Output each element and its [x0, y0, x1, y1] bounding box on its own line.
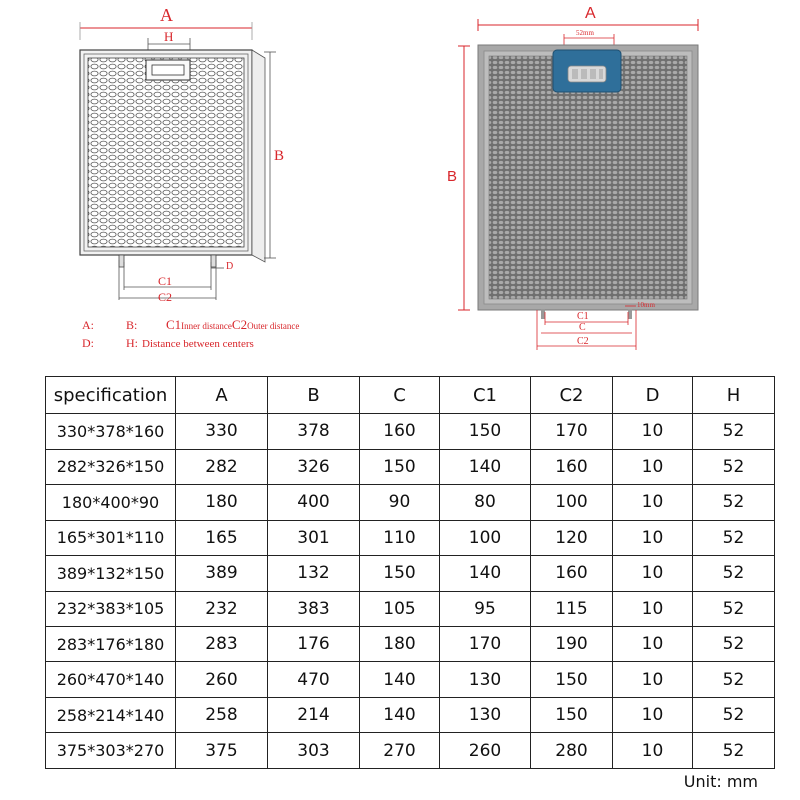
table-cell: 132: [268, 556, 360, 591]
table-cell: 10: [613, 485, 693, 520]
table-cell: 52: [693, 414, 775, 449]
legend-h: H: Distance between centers: [126, 336, 254, 350]
table-spec-cell: 283*176*180: [46, 626, 176, 661]
table-row: [46, 485, 775, 520]
table-row: [46, 591, 775, 626]
right-label-c2: C2: [577, 336, 589, 347]
left-label-d: D: [226, 261, 234, 272]
table-cell: 470: [268, 662, 360, 697]
right-dimension-b: [458, 46, 470, 310]
table-header-cell: H: [693, 377, 775, 414]
table-cell: 90: [360, 485, 440, 520]
table-cell: 180: [176, 485, 268, 520]
table-row: [46, 697, 775, 732]
table-header-cell: C2: [531, 377, 613, 414]
table-cell: 258: [176, 697, 268, 732]
table-cell: 80: [440, 485, 531, 520]
specification-table: [45, 376, 775, 769]
right-label-10mm: 10mm: [637, 301, 655, 309]
table-cell: 260: [176, 662, 268, 697]
table-cell: 150: [360, 449, 440, 484]
table-row: [46, 733, 775, 769]
table-cell: 280: [531, 733, 613, 769]
table-cell: 95: [440, 591, 531, 626]
table-cell: 383: [268, 591, 360, 626]
table-cell: 10: [613, 591, 693, 626]
legend-d: D:: [82, 336, 94, 350]
table-cell: 389: [176, 556, 268, 591]
legend-c1: C1Inner distanceC2Outer distance: [166, 317, 300, 332]
table-cell: 10: [613, 697, 693, 732]
table-cell: 52: [693, 591, 775, 626]
right-filter-handle: [553, 50, 621, 92]
table-header-cell: A: [176, 377, 268, 414]
table-cell: 303: [268, 733, 360, 769]
table-cell: 150: [531, 662, 613, 697]
table-header-row: [46, 377, 775, 414]
left-filter-mesh: [88, 58, 244, 247]
left-latch-left: [119, 255, 124, 267]
table-cell: 400: [268, 485, 360, 520]
table-cell: 378: [268, 414, 360, 449]
table-header-cell: C1: [440, 377, 531, 414]
table-cell: 190: [531, 626, 613, 661]
table-header-cell: B: [268, 377, 360, 414]
table-cell: 214: [268, 697, 360, 732]
table-cell: 10: [613, 520, 693, 555]
table-cell: 330: [176, 414, 268, 449]
table-cell: 10: [613, 626, 693, 661]
right-label-c: C: [579, 322, 586, 333]
table-cell: 52: [693, 520, 775, 555]
right-label-a: A: [585, 5, 596, 22]
table-cell: 160: [360, 414, 440, 449]
table-cell: 176: [268, 626, 360, 661]
table-cell: 232: [176, 591, 268, 626]
table-cell: 52: [693, 556, 775, 591]
table-header-cell: C: [360, 377, 440, 414]
table-cell: 10: [613, 556, 693, 591]
table-spec-cell: 375*303*270: [46, 733, 176, 769]
left-label-b: B: [274, 148, 285, 164]
table-cell: 10: [613, 662, 693, 697]
table-header-cell: specification: [46, 377, 176, 414]
table-cell: 140: [360, 662, 440, 697]
table-cell: 283: [176, 626, 268, 661]
table-cell: 165: [176, 520, 268, 555]
table-cell: 105: [360, 591, 440, 626]
table-spec-cell: 282*326*150: [46, 449, 176, 484]
table-spec-cell: 258*214*140: [46, 697, 176, 732]
table-cell: 260: [440, 733, 531, 769]
legend-a: A:: [82, 318, 94, 332]
table-cell: 100: [531, 485, 613, 520]
left-label-h: H: [164, 29, 174, 44]
legend-b: B:: [126, 318, 138, 332]
table-cell: 52: [693, 662, 775, 697]
right-label-52mm: 52mm: [576, 29, 594, 37]
table-spec-cell: 389*132*150: [46, 556, 176, 591]
table-spec-cell: 232*383*105: [46, 591, 176, 626]
table-cell: 160: [531, 556, 613, 591]
table-cell: 140: [440, 556, 531, 591]
table-cell: 301: [268, 520, 360, 555]
table-spec-cell: 180*400*90: [46, 485, 176, 520]
table-cell: 140: [360, 697, 440, 732]
table-spec-cell: 165*301*110: [46, 520, 176, 555]
table-cell: 282: [176, 449, 268, 484]
table-cell: 130: [440, 662, 531, 697]
table-header-cell: D: [613, 377, 693, 414]
left-label-c1: C1: [158, 274, 173, 288]
table-cell: 160: [531, 449, 613, 484]
table-cell: 150: [360, 556, 440, 591]
left-label-c2: C2: [158, 290, 173, 304]
table-cell: 326: [268, 449, 360, 484]
table-cell: 52: [693, 449, 775, 484]
table-cell: 115: [531, 591, 613, 626]
left-latch-right: [211, 255, 216, 267]
table-cell: 10: [613, 414, 693, 449]
table-spec-cell: 330*378*160: [46, 414, 176, 449]
table-cell: 110: [360, 520, 440, 555]
table-cell: 120: [531, 520, 613, 555]
table-cell: 10: [613, 449, 693, 484]
table-cell: 52: [693, 485, 775, 520]
table-cell: 100: [440, 520, 531, 555]
table-row: [46, 449, 775, 484]
table-cell: 150: [440, 414, 531, 449]
table-cell: 140: [440, 449, 531, 484]
right-label-b: B: [447, 168, 458, 185]
table-cell: 10: [613, 733, 693, 769]
table-cell: 375: [176, 733, 268, 769]
table-spec-cell: 260*470*140: [46, 662, 176, 697]
table-row: [46, 626, 775, 661]
table-cell: 52: [693, 733, 775, 769]
table-row: [46, 520, 775, 555]
table-cell: 52: [693, 697, 775, 732]
left-filter-drawing: [0, 0, 800, 360]
table-cell: 180: [360, 626, 440, 661]
table-cell: 150: [531, 697, 613, 732]
table-row: [46, 556, 775, 591]
right-label-c1: C1: [577, 311, 589, 322]
table-cell: 170: [440, 626, 531, 661]
table-cell: 52: [693, 626, 775, 661]
unit-label: Unit: mm: [683, 772, 758, 791]
table-row: [46, 414, 775, 449]
table-cell: 270: [360, 733, 440, 769]
table-cell: 170: [531, 414, 613, 449]
table-cell: 130: [440, 697, 531, 732]
table-row: [46, 662, 775, 697]
left-label-a: A: [160, 5, 173, 25]
